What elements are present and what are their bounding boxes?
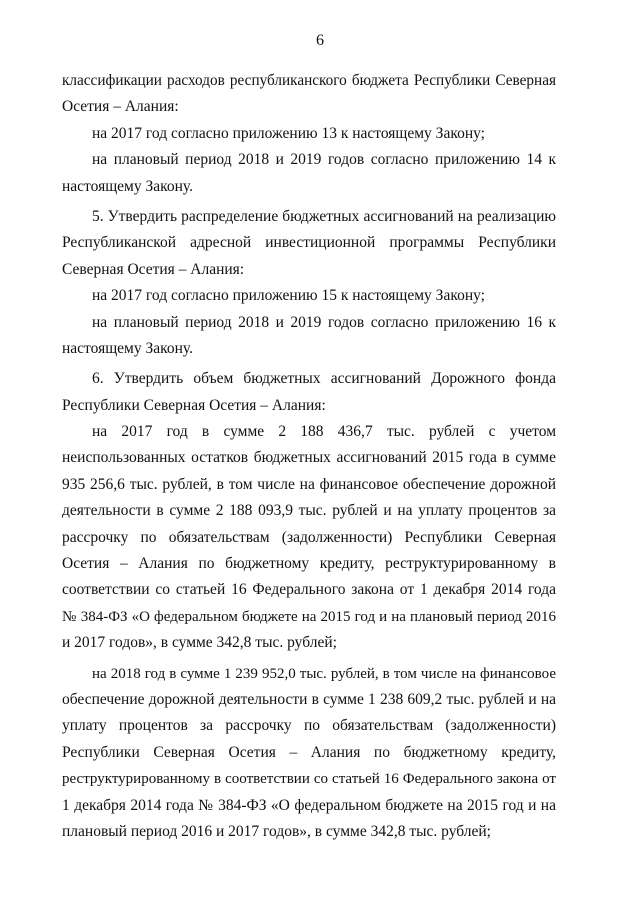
text-line: на 2018 год в сумме 1 239 952,0 тыс. рублей, в том числе на финансовое [92, 665, 556, 682]
text-line: Республики Северная Осетия – Алания: [62, 396, 326, 414]
text-line: на плановый период 2018 и 2019 годов согласно приложению 16 к [92, 313, 556, 331]
page-number: 6 [316, 32, 324, 49]
text-line: на 2017 год согласно приложению 13 к настоящему Закону; [92, 124, 485, 142]
text-line: Осетия – Алания по бюджетному кредиту, реструктурированному в [62, 555, 556, 573]
text-line: рассрочку по обязательствам (задолженности) Республики Северная [62, 528, 556, 546]
text-line: уплату процентов за рассрочку по обязательствам (задолженности) [62, 717, 556, 735]
text-line: плановый период 2016 и 2017 годов», в сумме 342,8 тыс. рублей; [62, 822, 491, 840]
text-line: Северная Осетия – Алания: [62, 260, 245, 278]
text-line: обеспечение дорожной деятельности в сумме 1 238 609,2 тыс. рублей и на [62, 690, 556, 708]
text-line: соответствии со статьей 16 Федерального закона от 1 декабря 2014 года [62, 581, 556, 599]
text-line: № 384-ФЗ «О федеральном бюджете на 2015 год и на плановый период 2016 [62, 608, 556, 625]
text-line: классификации расходов республиканского бюджета Республики Северная [62, 72, 556, 89]
text-line: настоящему Закону. [62, 177, 193, 195]
text-line: 5. Утвердить распределение бюджетных ассигнований на реализацию [92, 207, 556, 225]
text-line: 6. Утвердить объем бюджетных ассигнований Дорожного фонда [92, 370, 556, 388]
text-line: 1 декабря 2014 года № 384-ФЗ «О федеральном бюджете на 2015 год и на [62, 796, 556, 814]
text-line: деятельности в сумме 2 188 093,9 тыс. рублей и на уплату процентов за [62, 502, 556, 520]
text-line: Республики Северная Осетия – Алания по бюджетному кредиту, [62, 743, 556, 761]
text-line: реструктурированному в соответствии со статьей 16 Федерального закона от [62, 771, 556, 788]
text-line: неиспользованных остатков бюджетных ассигнований 2015 года в сумме [62, 449, 556, 467]
text-line: на 2017 год в сумме 2 188 436,7 тыс. рублей с учетом [92, 423, 556, 441]
text-line: на 2017 год согласно приложению 15 к настоящему Закону; [92, 287, 485, 305]
text-line: Республиканской адресной инвестиционной программы Республики [62, 234, 556, 252]
text-line: настоящему Закону. [62, 339, 193, 357]
text-line: 935 256,6 тыс. рублей, в том числе на финансовое обеспечение дорожной [62, 475, 556, 493]
text-line: и 2017 годов», в сумме 342,8 тыс. рублей; [62, 634, 337, 652]
document-body [62, 68, 556, 845]
text-line: Осетия – Алания: [62, 98, 179, 116]
text-line: на плановый период 2018 и 2019 годов согласно приложению 14 к [92, 151, 556, 169]
